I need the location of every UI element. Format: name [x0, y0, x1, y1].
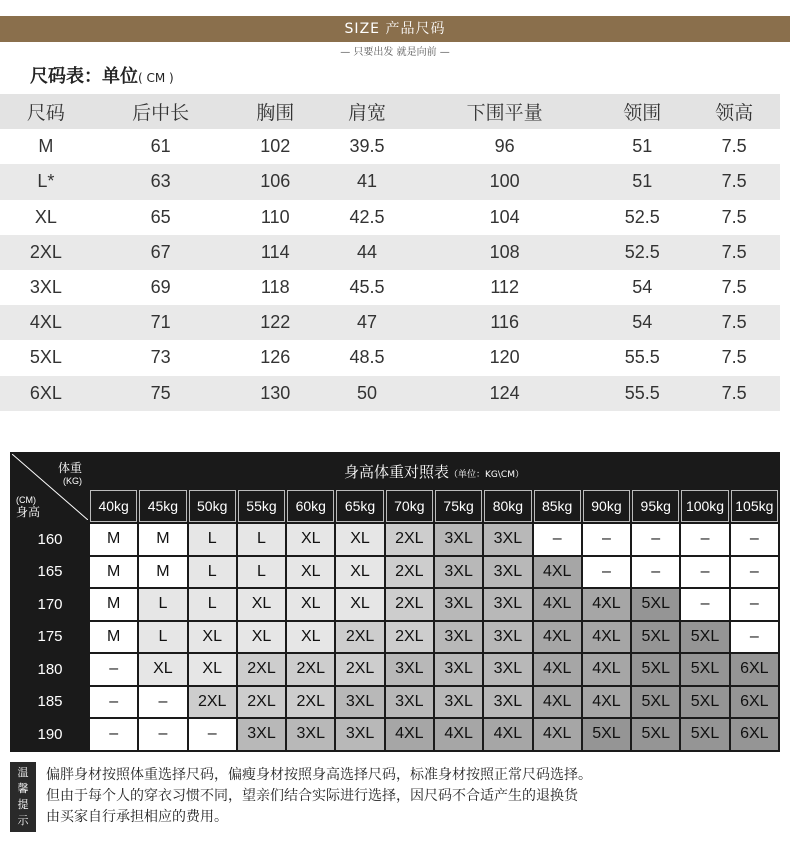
size-recommendation-cell: –: [681, 557, 728, 588]
weight-header-cell: 75kg: [435, 490, 482, 522]
tips-label: [10, 762, 36, 832]
size-table-cell: 69: [92, 270, 230, 305]
size-table-header-cell: 领围: [596, 94, 688, 129]
size-recommendation-cell: –: [189, 719, 236, 750]
size-table-cell: 7.5: [688, 129, 780, 164]
size-table-unit: ( CM ): [138, 71, 174, 85]
height-weight-chart: [10, 452, 780, 752]
size-recommendation-cell: 5XL: [632, 589, 679, 620]
size-recommendation-cell: 6XL: [731, 654, 778, 685]
size-recommendation-cell: 4XL: [583, 654, 630, 685]
size-recommendation-cell: 6XL: [731, 687, 778, 718]
size-table-header-cell: 尺码: [0, 94, 92, 129]
size-table-cell: 50: [321, 376, 413, 411]
size-table-header-cell: 肩宽: [321, 94, 413, 129]
size-recommendation-cell: 2XL: [386, 524, 433, 555]
size-recommendation-cell: M: [139, 524, 186, 555]
size-recommendation-cell: XL: [287, 589, 334, 620]
size-recommendation-cell: XL: [189, 654, 236, 685]
size-recommendation-cell: M: [90, 524, 137, 555]
height-row: [12, 622, 778, 653]
weight-header-cell: 85kg: [534, 490, 581, 522]
size-recommendation-cell: 3XL: [336, 687, 383, 718]
height-label-cell: 185: [12, 687, 88, 718]
size-table-cell: 65: [92, 200, 230, 235]
height-weight-table: [10, 452, 780, 752]
size-recommendation-cell: XL: [287, 557, 334, 588]
size-recommendation-cell: 4XL: [386, 719, 433, 750]
size-table-cell: 7.5: [688, 376, 780, 411]
corner-weight-label: [58, 462, 82, 487]
size-banner: SIZE 产品尺码: [0, 16, 790, 42]
corner-weight-unit: (KG): [63, 476, 82, 486]
height-label-cell: 160: [12, 524, 88, 555]
tips-line: 但由于每个人的穿衣习惯不同，望亲们结合实际进行选择，因尺码不合适产生的退换货: [46, 788, 578, 804]
height-label-cell: 190: [12, 719, 88, 750]
size-recommendation-cell: 2XL: [189, 687, 236, 718]
size-recommendation-cell: 2XL: [238, 687, 285, 718]
weight-header-cell: 100kg: [681, 490, 728, 522]
tips-label-char: 温: [17, 766, 29, 779]
size-recommendation-cell: 3XL: [435, 524, 482, 555]
size-table-cell: 106: [229, 164, 321, 199]
size-recommendation-cell: XL: [287, 524, 334, 555]
size-recommendation-cell: 3XL: [435, 589, 482, 620]
size-table-cell: 44: [321, 235, 413, 270]
size-table-cell: 55.5: [596, 376, 688, 411]
size-table-cell: 2XL: [0, 235, 92, 270]
size-table-cell: 108: [413, 235, 597, 270]
tips-label-char: 示: [17, 814, 29, 827]
weight-header-cell: 65kg: [336, 490, 383, 522]
size-table-cell: 52.5: [596, 235, 688, 270]
size-recommendation-cell: 3XL: [386, 687, 433, 718]
size-table-cell: 41: [321, 164, 413, 199]
size-recommendation-cell: –: [731, 622, 778, 653]
size-recommendation-cell: M: [90, 589, 137, 620]
size-recommendation-cell: 3XL: [287, 719, 334, 750]
size-recommendation-cell: –: [583, 557, 630, 588]
size-table-cell: 96: [413, 129, 597, 164]
size-table-row: [0, 235, 780, 270]
size-recommendation-cell: 3XL: [484, 557, 531, 588]
size-table-row: [0, 164, 780, 199]
size-recommendation-cell: XL: [336, 557, 383, 588]
tips-text: [46, 765, 592, 828]
size-recommendation-cell: 5XL: [632, 622, 679, 653]
weight-header-cell: 105kg: [731, 490, 778, 522]
size-table-cell: 47: [321, 305, 413, 340]
weight-header-cell: 40kg: [90, 490, 137, 522]
size-table-row: [0, 305, 780, 340]
size-recommendation-cell: XL: [189, 622, 236, 653]
size-table-cell: 120: [413, 340, 597, 375]
size-table-title-text: 尺码表：单位: [30, 66, 138, 87]
size-recommendation-cell: 3XL: [435, 654, 482, 685]
height-label-cell: 175: [12, 622, 88, 653]
size-recommendation-cell: 3XL: [386, 654, 433, 685]
size-table-cell: 45.5: [321, 270, 413, 305]
size-recommendation-cell: L: [189, 589, 236, 620]
chart-title: [90, 454, 778, 488]
size-table: [0, 94, 780, 411]
size-table-cell: 52.5: [596, 200, 688, 235]
size-recommendation-cell: 3XL: [435, 687, 482, 718]
size-table-cell: 114: [229, 235, 321, 270]
size-recommendation-cell: 4XL: [534, 557, 581, 588]
tips-line: 偏胖身材按照体重选择尺码，偏瘦身材按照身高选择尺码，标准身材按照正常尺码选择。: [46, 767, 592, 783]
height-label-cell: 180: [12, 654, 88, 685]
size-table-cell: 63: [92, 164, 230, 199]
size-recommendation-cell: 3XL: [435, 557, 482, 588]
size-recommendation-cell: –: [632, 557, 679, 588]
height-row: [12, 719, 778, 750]
size-recommendation-cell: 4XL: [534, 654, 581, 685]
size-recommendation-cell: –: [731, 589, 778, 620]
size-table-cell: 55.5: [596, 340, 688, 375]
height-label-cell: 165: [12, 557, 88, 588]
size-table-cell: L*: [0, 164, 92, 199]
size-recommendation-cell: XL: [336, 589, 383, 620]
size-recommendation-cell: 5XL: [583, 719, 630, 750]
size-recommendation-cell: 3XL: [484, 687, 531, 718]
size-table-cell: 51: [596, 129, 688, 164]
size-recommendation-cell: 4XL: [534, 622, 581, 653]
height-row: [12, 524, 778, 555]
size-table-row: [0, 376, 780, 411]
height-row: [12, 687, 778, 718]
size-table-cell: 124: [413, 376, 597, 411]
size-table-cell: 61: [92, 129, 230, 164]
tagline: — 只要出发 就是向前 —: [340, 47, 450, 58]
size-recommendation-cell: 3XL: [238, 719, 285, 750]
size-table-cell: 51: [596, 164, 688, 199]
size-recommendation-cell: 3XL: [336, 719, 383, 750]
size-recommendation-cell: –: [90, 654, 137, 685]
size-recommendation-cell: 2XL: [238, 654, 285, 685]
weight-header-cell: 70kg: [386, 490, 433, 522]
size-table-row: [0, 340, 780, 375]
size-recommendation-cell: XL: [287, 622, 334, 653]
size-table-cell: 48.5: [321, 340, 413, 375]
size-recommendation-cell: L: [238, 524, 285, 555]
size-recommendation-cell: –: [90, 719, 137, 750]
size-table-cell: 73: [92, 340, 230, 375]
size-recommendation-cell: 6XL: [731, 719, 778, 750]
size-recommendation-cell: 4XL: [534, 687, 581, 718]
size-table-cell: 100: [413, 164, 597, 199]
size-recommendation-cell: 3XL: [484, 589, 531, 620]
height-row: [12, 557, 778, 588]
size-recommendation-cell: 5XL: [632, 687, 679, 718]
size-table-header-cell: 领高: [688, 94, 780, 129]
size-recommendation-cell: XL: [238, 622, 285, 653]
size-table-cell: 5XL: [0, 340, 92, 375]
weight-header-cell: 55kg: [238, 490, 285, 522]
size-table-cell: 75: [92, 376, 230, 411]
size-recommendation-cell: 5XL: [681, 719, 728, 750]
size-recommendation-cell: L: [189, 524, 236, 555]
weight-header-cell: 90kg: [583, 490, 630, 522]
size-recommendation-cell: 4XL: [583, 589, 630, 620]
size-table-header-cell: 下围平量: [413, 94, 597, 129]
size-recommendation-cell: 4XL: [534, 589, 581, 620]
size-table-cell: 102: [229, 129, 321, 164]
size-table-cell: 130: [229, 376, 321, 411]
corner-weight-text: 体重: [57, 461, 82, 475]
size-recommendation-cell: 4XL: [534, 719, 581, 750]
size-recommendation-cell: M: [90, 557, 137, 588]
size-table-cell: 54: [596, 305, 688, 340]
weight-header-row: [12, 490, 778, 522]
size-recommendation-cell: 5XL: [681, 622, 728, 653]
size-recommendation-cell: 5XL: [681, 654, 728, 685]
size-table-cell: 110: [229, 200, 321, 235]
size-recommendation-cell: –: [139, 687, 186, 718]
size-recommendation-cell: M: [139, 557, 186, 588]
size-recommendation-cell: 2XL: [386, 557, 433, 588]
size-table-cell: 6XL: [0, 376, 92, 411]
size-recommendation-cell: 4XL: [484, 719, 531, 750]
height-row: [12, 589, 778, 620]
size-recommendation-cell: 3XL: [435, 622, 482, 653]
size-table-cell: 54: [596, 270, 688, 305]
chart-corner-header: [12, 454, 88, 522]
weight-header-cell: 60kg: [287, 490, 334, 522]
size-table-cell: 126: [229, 340, 321, 375]
size-recommendation-cell: –: [681, 524, 728, 555]
size-table-cell: 42.5: [321, 200, 413, 235]
size-recommendation-cell: XL: [238, 589, 285, 620]
tips-label-char: 馨: [17, 782, 29, 795]
weight-header-cell: 95kg: [632, 490, 679, 522]
corner-height-text: 身高: [16, 505, 41, 519]
size-recommendation-cell: L: [139, 622, 186, 653]
size-recommendation-cell: 4XL: [583, 687, 630, 718]
chart-title-unit: （单位：KG\CM）: [449, 469, 524, 480]
size-table-cell: M: [0, 129, 92, 164]
size-recommendation-cell: M: [90, 622, 137, 653]
size-table-header-row: [0, 94, 780, 129]
corner-height-unit: (CM): [16, 495, 36, 505]
size-recommendation-cell: –: [731, 524, 778, 555]
size-recommendation-cell: 4XL: [435, 719, 482, 750]
size-table-row: [0, 270, 780, 305]
size-table-cell: 3XL: [0, 270, 92, 305]
size-recommendation-cell: 2XL: [386, 589, 433, 620]
size-table-cell: 67: [92, 235, 230, 270]
size-table-cell: 71: [92, 305, 230, 340]
size-recommendation-cell: L: [189, 557, 236, 588]
size-recommendation-cell: –: [681, 589, 728, 620]
size-table-cell: 7.5: [688, 305, 780, 340]
size-recommendation-cell: –: [139, 719, 186, 750]
size-table-header-cell: 胸围: [229, 94, 321, 129]
size-recommendation-cell: –: [632, 524, 679, 555]
size-recommendation-cell: 5XL: [681, 687, 728, 718]
size-recommendation-cell: –: [583, 524, 630, 555]
size-recommendation-cell: 2XL: [336, 622, 383, 653]
size-table-row: [0, 200, 780, 235]
size-table-cell: 7.5: [688, 270, 780, 305]
size-recommendation-cell: L: [238, 557, 285, 588]
size-recommendation-cell: 3XL: [484, 654, 531, 685]
chart-title-text: 身高体重对照表: [344, 462, 450, 481]
size-table-row: [0, 129, 780, 164]
size-table-title: [30, 62, 174, 88]
size-table-cell: 122: [229, 305, 321, 340]
size-table-cell: 112: [413, 270, 597, 305]
size-table-cell: 104: [413, 200, 597, 235]
size-table-header-cell: 后中长: [92, 94, 230, 129]
height-label-cell: 170: [12, 589, 88, 620]
size-table-cell: 7.5: [688, 200, 780, 235]
size-recommendation-cell: 4XL: [583, 622, 630, 653]
tips-line: 由买家自行承担相应的费用。: [46, 809, 228, 825]
weight-header-cell: 45kg: [139, 490, 186, 522]
size-table-cell: 39.5: [321, 129, 413, 164]
size-recommendation-cell: L: [139, 589, 186, 620]
size-recommendation-cell: 2XL: [336, 654, 383, 685]
size-recommendation-cell: 3XL: [484, 524, 531, 555]
size-recommendation-cell: –: [534, 524, 581, 555]
size-table-cell: XL: [0, 200, 92, 235]
size-recommendation-cell: 2XL: [386, 622, 433, 653]
size-recommendation-cell: 3XL: [484, 622, 531, 653]
weight-header-cell: 50kg: [189, 490, 236, 522]
weight-header-cell: 80kg: [484, 490, 531, 522]
size-recommendation-cell: –: [90, 687, 137, 718]
size-recommendation-cell: 2XL: [287, 687, 334, 718]
size-recommendation-cell: 5XL: [632, 654, 679, 685]
corner-height-label: [16, 493, 40, 518]
tips-label-char: 提: [17, 798, 29, 811]
size-recommendation-cell: 5XL: [632, 719, 679, 750]
size-table-cell: 7.5: [688, 164, 780, 199]
size-table-cell: 7.5: [688, 235, 780, 270]
size-table-cell: 116: [413, 305, 597, 340]
size-recommendation-cell: XL: [336, 524, 383, 555]
height-row: [12, 654, 778, 685]
tips-section: [10, 762, 780, 832]
size-table-cell: 7.5: [688, 340, 780, 375]
size-recommendation-cell: 2XL: [287, 654, 334, 685]
size-recommendation-cell: –: [731, 557, 778, 588]
size-table-cell: 118: [229, 270, 321, 305]
size-recommendation-cell: XL: [139, 654, 186, 685]
size-table-cell: 4XL: [0, 305, 92, 340]
